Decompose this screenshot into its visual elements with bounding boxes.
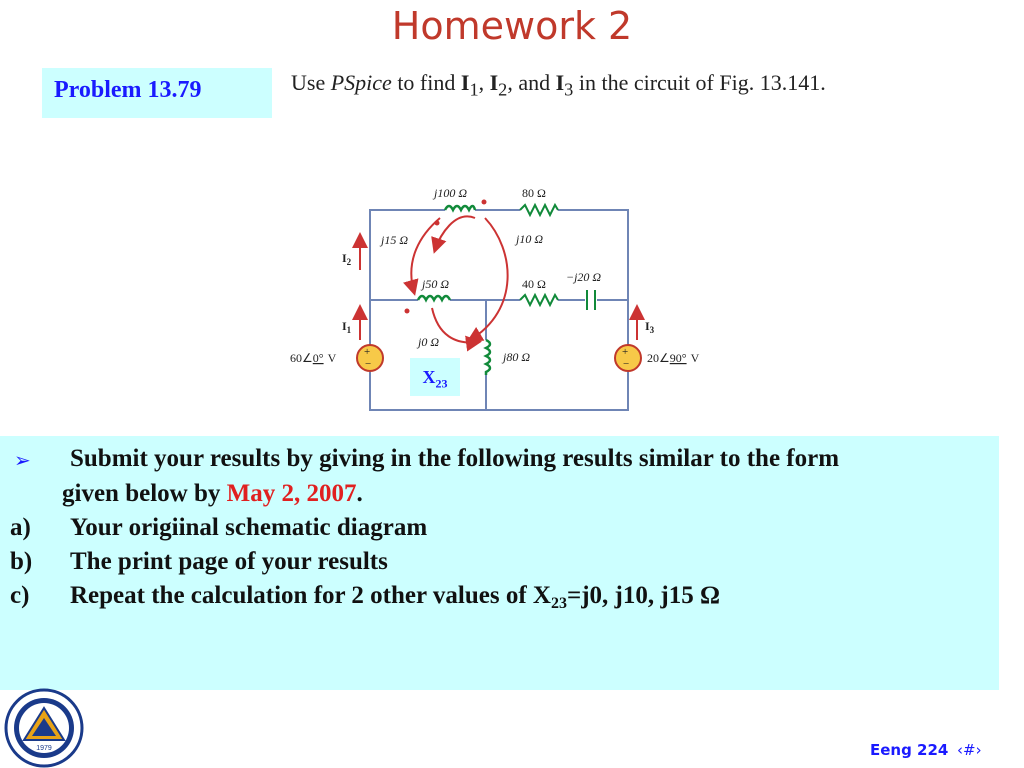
- x23-label: $X_{23}$: [410, 358, 460, 396]
- course-label: Eeng 224: [870, 741, 949, 759]
- label-source-right: 20∠90° V: [647, 351, 700, 365]
- label-I2: $I_2$: [342, 251, 352, 267]
- inductor-j50: [418, 296, 450, 300]
- item-c-marker: c): [10, 582, 30, 609]
- capacitor: [587, 290, 595, 310]
- bullet-line-2: given below by May 2, 2007.: [62, 480, 363, 507]
- label-40: 40 Ω: [522, 277, 546, 291]
- arrow-bullet-icon: ➢: [14, 450, 31, 472]
- problem-statement: Use PSpice to find $I_1$, $I_2$, and $I_3$ in the circuit of Fig. 13.141.: [291, 70, 826, 100]
- slide-title: Homework 2: [391, 4, 633, 48]
- label-j100: j100 Ω: [434, 186, 468, 200]
- label-I3: $I_3$: [645, 319, 655, 335]
- item-a-text: Your origiinal schematic diagram: [70, 514, 428, 541]
- label-j0: j0 Ω: [418, 335, 440, 349]
- resistor-80: [520, 205, 558, 215]
- bullet-line-1: Submit your results by giving in the following results similar to the form: [70, 445, 840, 472]
- circuit-diagram: [285, 180, 735, 420]
- problem-label: Problem 13.79: [42, 68, 272, 118]
- inductor-j100: [445, 206, 475, 210]
- label-j80: j80 Ω: [503, 350, 531, 364]
- resistor-40: [520, 295, 558, 305]
- voltage-source-left: [357, 345, 383, 371]
- university-logo: [0, 688, 88, 768]
- item-b-marker: b): [10, 548, 33, 575]
- svg-text:+: +: [364, 346, 371, 358]
- instructions-panel: [0, 436, 999, 690]
- svg-text:1979: 1979: [36, 745, 52, 752]
- label-80: 80 Ω: [522, 186, 546, 200]
- svg-text:−: −: [623, 358, 630, 370]
- label-minus-j20: −j20 Ω: [566, 270, 602, 284]
- label-j10: j10 Ω: [516, 232, 544, 246]
- deadline: May 2, 2007: [226, 480, 357, 507]
- svg-text:−: −: [365, 358, 372, 370]
- item-b-text: The print page of your results: [70, 548, 388, 575]
- page-number: ‹#›: [957, 741, 982, 759]
- label-j50: j50 Ω: [422, 277, 450, 291]
- inductor-j80: [486, 340, 490, 375]
- label-source-left: 60∠0° V: [290, 351, 337, 365]
- polarity-dots: [405, 200, 487, 338]
- item-c-text: Repeat the calculation for 2 other values of $X_{23}=j0$, j10, j15 Ω: [70, 582, 720, 612]
- item-a-marker: a): [10, 514, 31, 541]
- label-j15: j15 Ω: [381, 233, 409, 247]
- label-I1: $I_1$: [342, 319, 352, 335]
- svg-text:+: +: [622, 346, 629, 358]
- voltage-source-right: [615, 345, 641, 371]
